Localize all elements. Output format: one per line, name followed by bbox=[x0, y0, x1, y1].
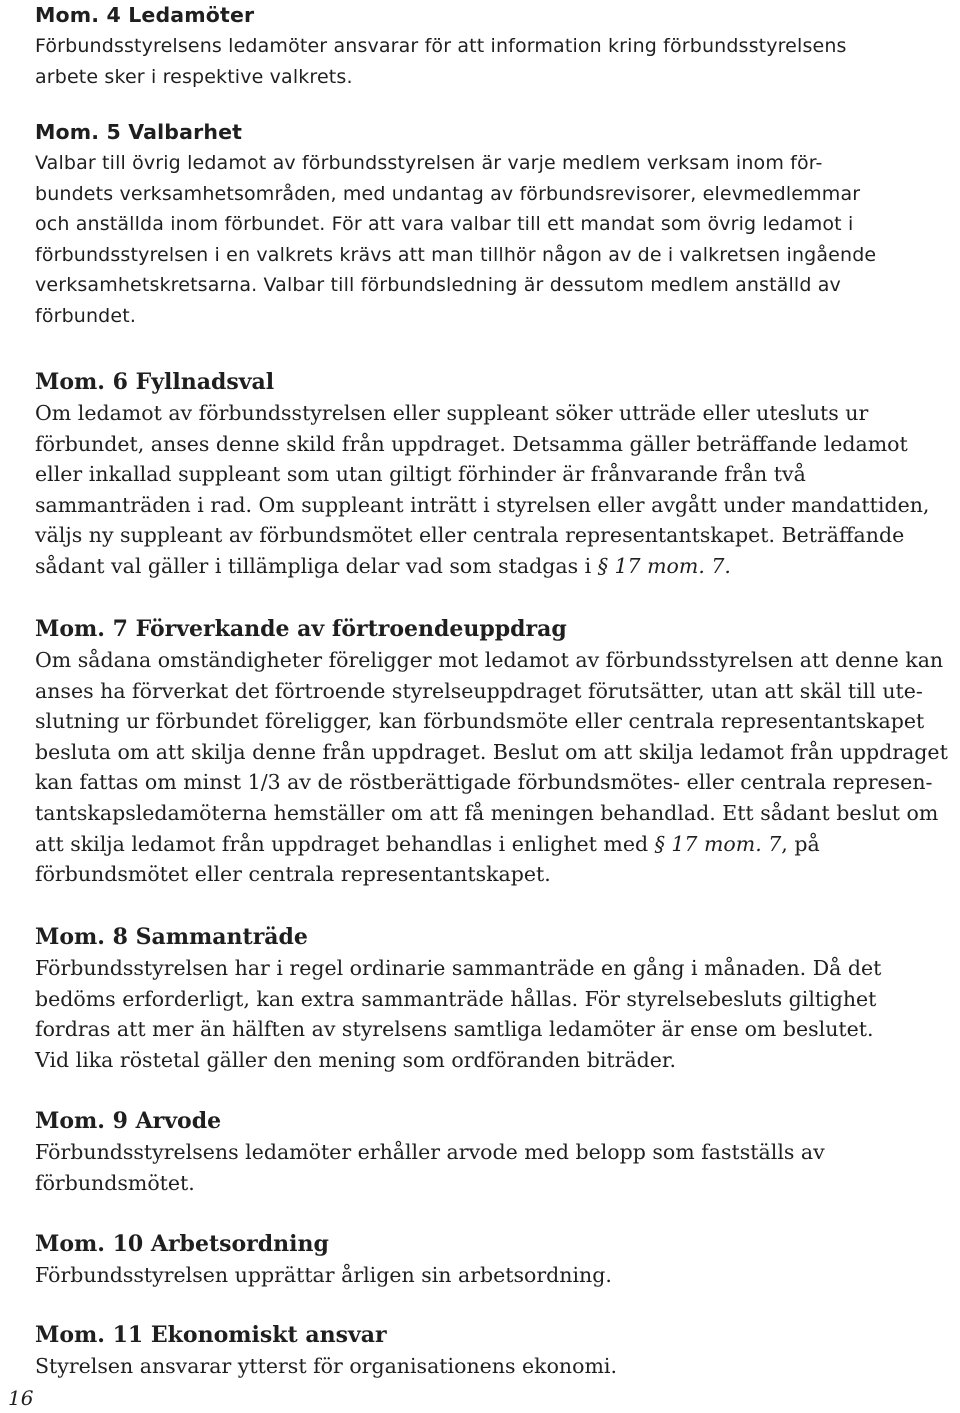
text-line: Förbundsstyrelsens ledamöter ansvarar för att information kring förbundsstyrelsens bbox=[35, 35, 847, 57]
section-heading: Mom. 7 Förverkande av förtroendeuppdrag bbox=[35, 616, 567, 642]
text-line: bundets verksamhetsområden, med undantag av förbundsrevisorer, elevmedlemmar bbox=[35, 182, 861, 205]
section-mom-6 bbox=[35, 367, 950, 582]
text-line: Förbundsstyrelsen upprättar årligen sin arbetsordning. bbox=[35, 1263, 612, 1287]
section-heading: Mom. 6 Fyllnadsval bbox=[35, 369, 275, 395]
text-line: Vid lika röstetal gäller den mening som ordföranden biträder. bbox=[35, 1047, 676, 1072]
text-line: förbundsmötet eller centrala representantskapet. bbox=[35, 862, 551, 887]
text-line: Förbundsstyrelsens ledamöter erhåller arvode med belopp som fastställs av bbox=[35, 1140, 825, 1164]
section-heading: Mom. 9 Arvode bbox=[35, 1108, 222, 1134]
text-line: förbundet, anses denne skild från uppdraget. Detsamma gäller beträffande ledamot bbox=[35, 431, 908, 456]
text-line: och anställda inom förbundet. För att vara valbar till ett mandat som övrig ledamot i bbox=[35, 213, 854, 236]
text-span: sådant val gäller i tillämpliga delar vad som stadgas i bbox=[35, 553, 598, 578]
section-heading: Mom. 11 Ekonomiskt ansvar bbox=[35, 1322, 387, 1348]
text-line: verksamhetskretsarna. Valbar till förbundsledning är dessutom medlem anställd av bbox=[35, 274, 841, 297]
text-span: att skilja ledamot från uppdraget behandlas i enlighet med bbox=[35, 831, 655, 856]
text-line: förbundsmötet. bbox=[35, 1170, 195, 1195]
text-line: eller inkallad suppleant som utan giltigt förhinder är frånvarande från två bbox=[35, 462, 806, 487]
text-line: sammanträden i rad. Om suppleant inträtt i styrelsen eller avgått under mandattiden, bbox=[35, 492, 930, 517]
section-mom-9 bbox=[35, 1106, 950, 1198]
section-heading: Mom. 4 Ledamöter bbox=[35, 3, 255, 27]
section-mom-11 bbox=[35, 1320, 950, 1382]
section-heading: Mom. 8 Sammanträde bbox=[35, 924, 308, 950]
section-mom-10 bbox=[35, 1229, 950, 1291]
text-line: arbete sker i respektive valkrets. bbox=[35, 65, 353, 88]
text-span: , på bbox=[781, 831, 820, 856]
section-mom-4 bbox=[35, 0, 950, 92]
page-number: 16 bbox=[8, 1386, 34, 1410]
text-line: slutning ur förbundet föreligger, kan förbundsmöte eller centrala representantskapet bbox=[35, 709, 925, 734]
text-line: Om sådana omständigheter föreligger mot ledamot av förbundsstyrelsen att denne kan bbox=[35, 648, 944, 672]
section-reference: § 17 mom. 7. bbox=[597, 553, 731, 578]
text-line: väljs ny suppleant av förbundsmötet eller centrala representantskapet. Beträffande bbox=[35, 523, 905, 548]
text-line: Förbundsstyrelsen har i regel ordinarie sammanträde en gång i månaden. Då det bbox=[35, 956, 882, 980]
text-line: Styrelsen ansvarar ytterst för organisationens ekonomi. bbox=[35, 1354, 617, 1378]
text-line: tantskapsledamöterna hemställer om att få meningen behandlad. Ett sådant beslut om bbox=[35, 800, 939, 825]
section-reference: § 17 mom. 7 bbox=[654, 831, 782, 856]
text-line: anses ha förverkat det förtroende styrelseuppdraget förutsätter, utan att skäl till ute- bbox=[35, 678, 923, 703]
section-mom-5 bbox=[35, 117, 950, 332]
section-mom-8 bbox=[35, 922, 950, 1075]
section-heading: Mom. 10 Arbetsordning bbox=[35, 1231, 329, 1257]
section-mom-7 bbox=[35, 614, 950, 890]
text-line: Om ledamot av förbundsstyrelsen eller suppleant söker utträde eller utesluts ur bbox=[35, 401, 869, 425]
text-line: förbundsstyrelsen i en valkrets krävs att man tillhör någon av de i valkretsen ingående bbox=[35, 243, 877, 266]
text-line bbox=[35, 551, 950, 582]
text-line bbox=[35, 829, 950, 860]
text-line: Valbar till övrig ledamot av förbundsstyrelsen är varje medlem verksam inom för- bbox=[35, 152, 823, 174]
text-line: besluta om att skilja denne från uppdraget. Beslut om att skilja ledamot från uppdraget bbox=[35, 739, 948, 764]
text-line: kan fattas om minst 1/3 av de röstberättigade förbundsmötes- eller centrala represen- bbox=[35, 770, 933, 795]
text-line: fordras att mer än hälften av styrelsens samtliga ledamöter är ense om beslutet. bbox=[35, 1017, 874, 1042]
text-line: förbundet. bbox=[35, 304, 137, 327]
text-line: bedöms erforderligt, kan extra sammanträde hållas. För styrelsebesluts giltighet bbox=[35, 986, 877, 1011]
section-heading: Mom. 5 Valbarhet bbox=[35, 120, 243, 144]
